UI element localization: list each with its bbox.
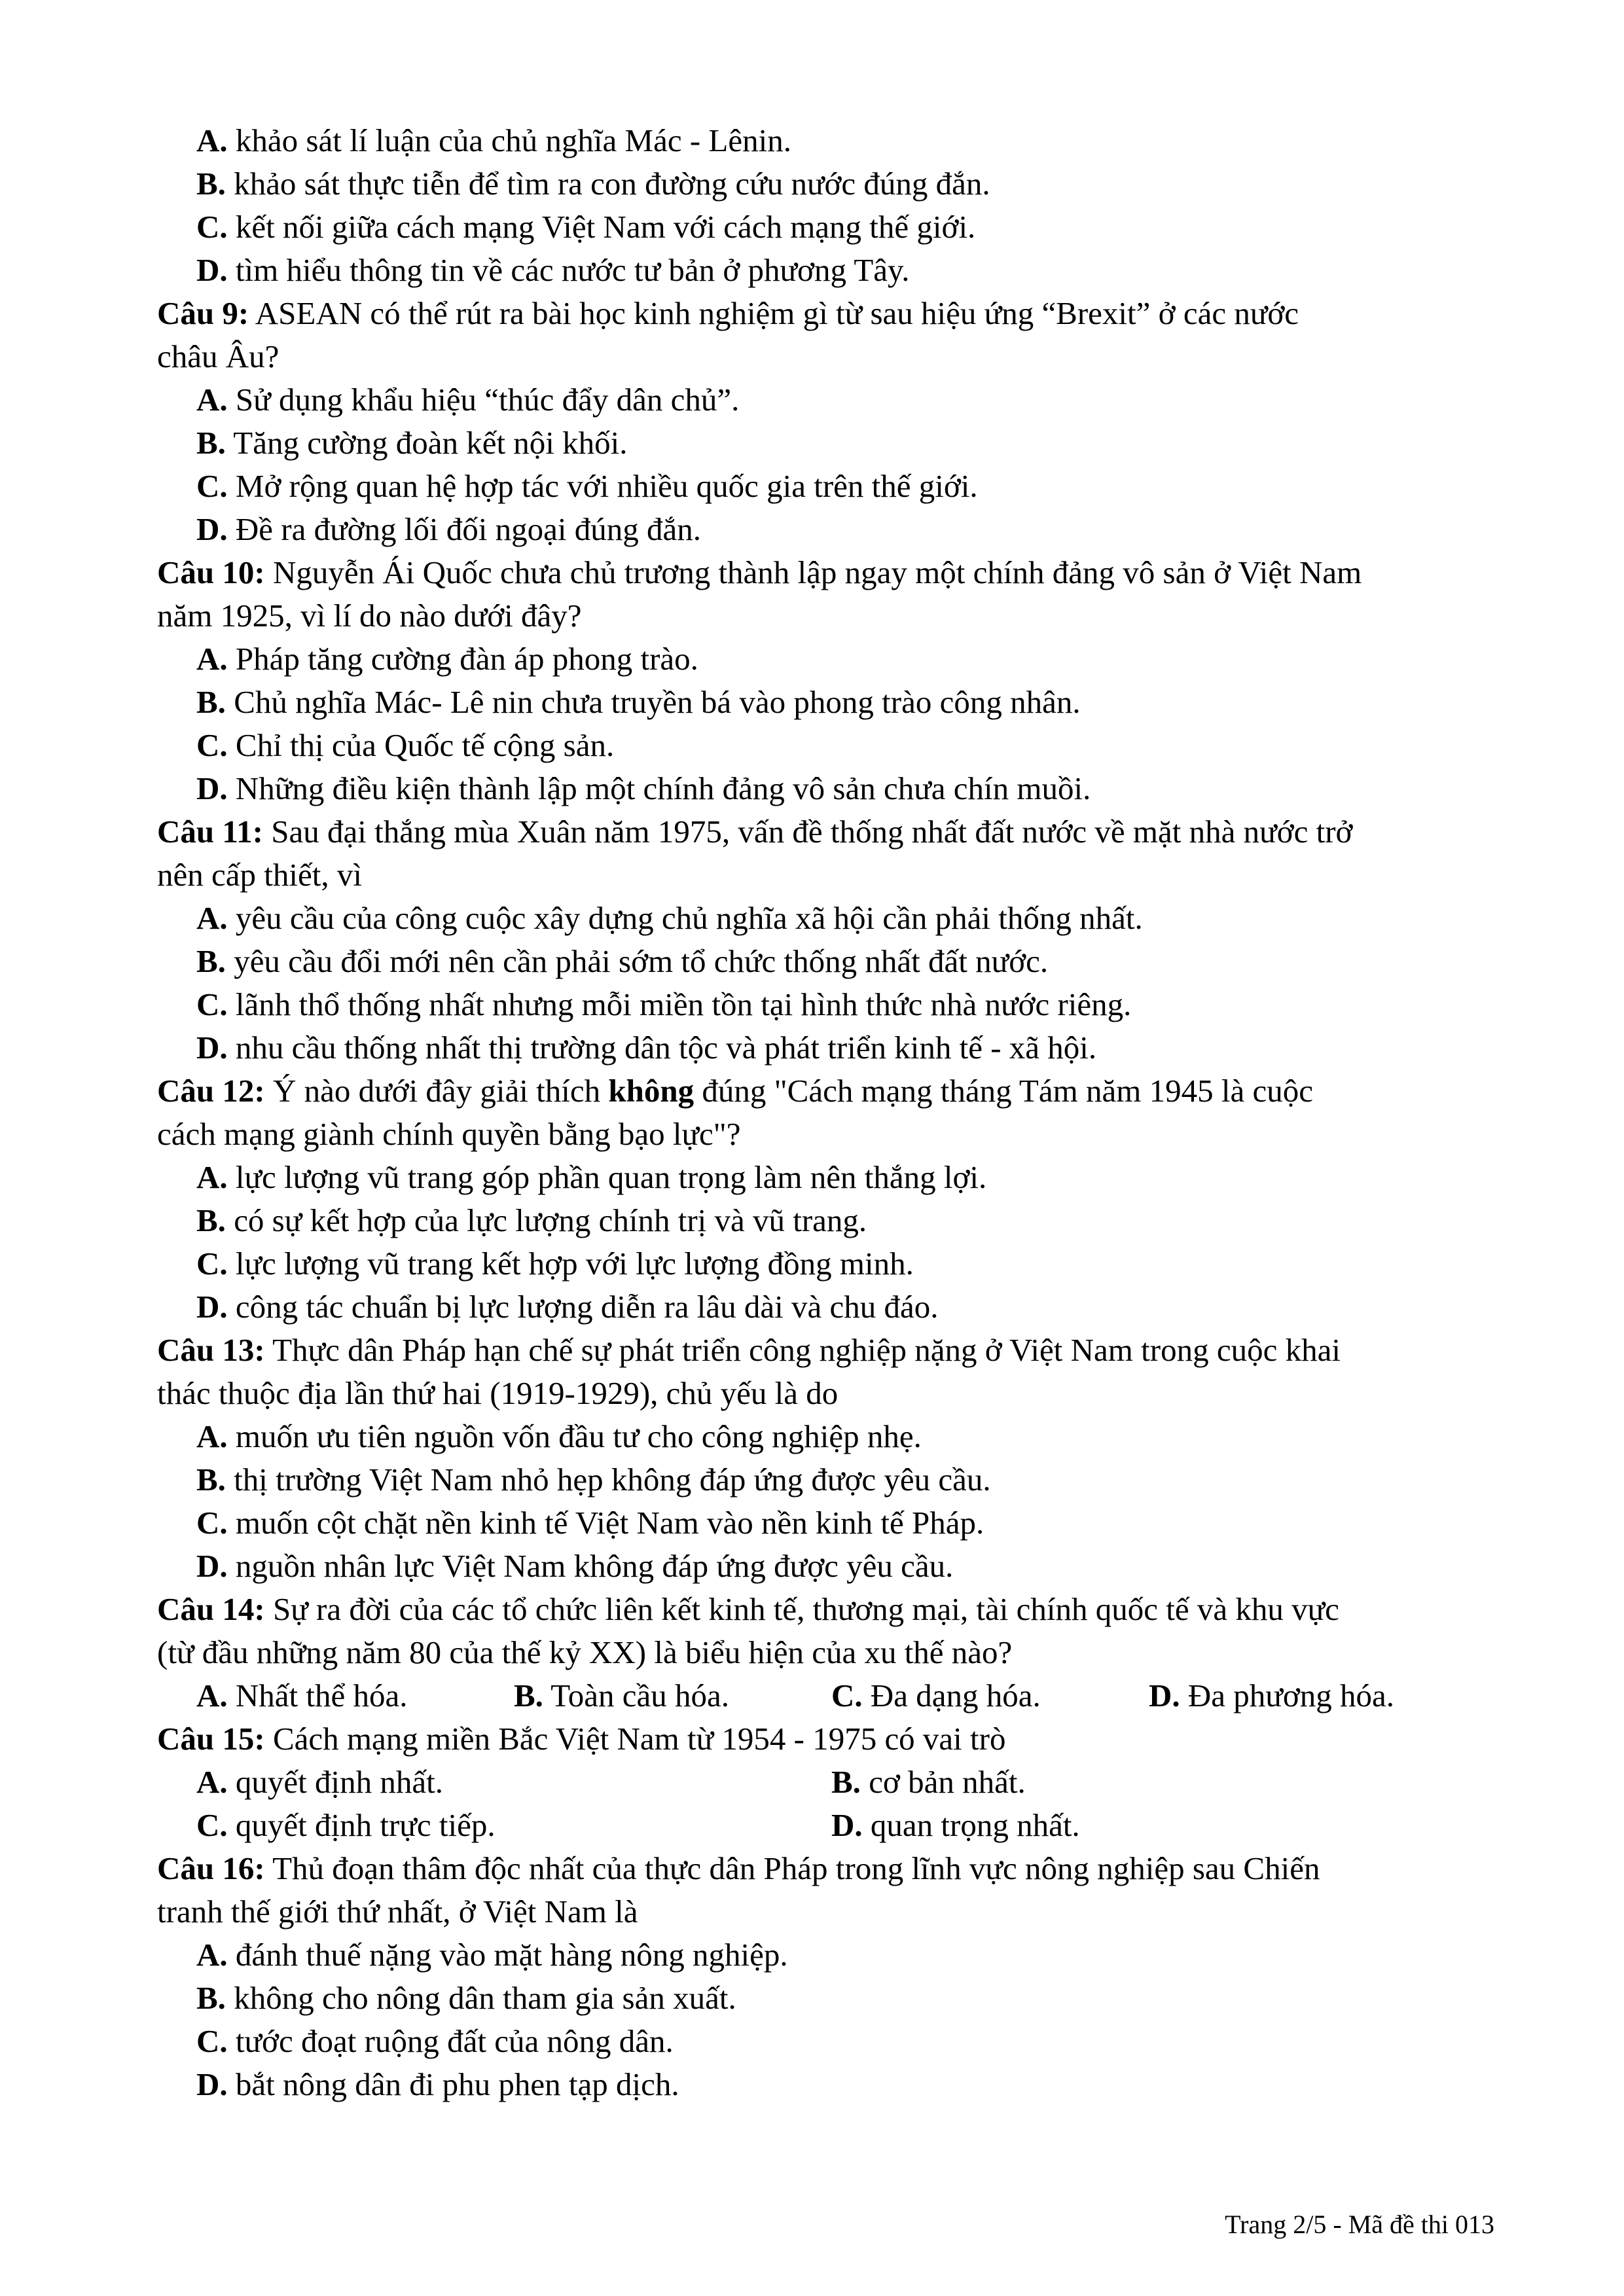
question-text: năm 1925, vì lí do nào dưới đây? [157, 598, 582, 634]
option-key: B. [196, 425, 226, 461]
option-text: công tác chuẩn bị lực lượng diễn ra lâu dài và chu đáo. [227, 1289, 939, 1325]
option-a [196, 378, 1492, 422]
option-text: quyết định trực tiếp. [227, 1807, 496, 1843]
option-b [196, 681, 1492, 724]
option-text: tước đoạt ruộng đất của nông dân. [227, 2023, 674, 2059]
option-key: A. [196, 122, 228, 158]
question-label: Câu 9: [157, 295, 249, 331]
option-text: tìm hiểu thông tin về các nước tư bản ở phương Tây. [227, 252, 910, 288]
question-text: thác thuộc địa lần thứ hai (1919-1929), chủ yếu là do [157, 1375, 839, 1411]
option-key: B. [196, 1202, 226, 1238]
option-b [196, 1458, 1492, 1501]
question-stem [157, 1847, 1492, 1890]
option-d [1149, 1674, 1394, 1717]
option-b [196, 1977, 1492, 2020]
option-text: khảo sát lí luận của chủ nghĩa Mác - Lênin. [227, 122, 791, 158]
question-9 [157, 292, 1492, 551]
option-key: D. [1149, 1677, 1180, 1713]
question-stem-cont [157, 335, 1492, 378]
question-text: (từ đầu những năm 80 của thế kỷ XX) là biểu hiện của xu thế nào? [157, 1634, 1013, 1670]
question-14 [157, 1588, 1492, 1717]
option-text: quan trọng nhất. [862, 1807, 1080, 1843]
option-text: kết nối giữa cách mạng Việt Nam với cách mạng thế giới. [227, 209, 976, 245]
question-stem [157, 1717, 1492, 1761]
option-text: Chỉ thị của Quốc tế cộng sản. [227, 727, 615, 763]
option-text: Toàn cầu hóa. [543, 1677, 730, 1713]
option-key: C. [196, 1505, 228, 1541]
option-b [196, 940, 1492, 983]
question-16 [157, 1847, 1492, 2106]
question-text: Sự ra đời của các tổ chức liên kết kinh tế, thương mại, tài chính quốc tế và khu vực [264, 1591, 1339, 1627]
question-text: Cách mạng miền Bắc Việt Nam từ 1954 - 1975 có vai trò [264, 1721, 1006, 1757]
option-d [196, 2063, 1492, 2106]
option-text: Tăng cường đoàn kết nội khối. [225, 425, 628, 461]
question-stem [157, 1069, 1492, 1113]
question-text: Thủ đoạn thâm độc nhất của thực dân Pháp trong lĩnh vực nông nghiệp sau Chiến [264, 1850, 1320, 1886]
question-label: Câu 16: [157, 1850, 265, 1886]
option-c [196, 1242, 1492, 1285]
option-text: đánh thuế nặng vào mặt hàng nông nghiệp. [227, 1937, 788, 1973]
option-text: Đa dạng hóa. [862, 1677, 1041, 1713]
option-text: không cho nông dân tham gia sản xuất. [225, 1980, 736, 2016]
question-stem-cont [157, 1372, 1492, 1415]
option-b [514, 1674, 729, 1717]
option-a [196, 637, 1492, 681]
option-text: có sự kết hợp của lực lượng chính trị và vũ trang. [225, 1202, 867, 1238]
question-stem-cont [157, 1890, 1492, 1933]
option-d [831, 1804, 1080, 1847]
option-text: lãnh thổ thống nhất nhưng mỗi miền tồn tại hình thức nhà nước riêng. [227, 986, 1132, 1022]
question-label: Câu 14: [157, 1591, 265, 1627]
question-label: Câu 11: [157, 814, 264, 850]
question-stem-cont [157, 594, 1492, 637]
page-footer: Trang 2/5 - Mã đề thi 013 [1225, 2210, 1494, 2239]
option-text: cơ bản nhất. [860, 1764, 1026, 1800]
option-key: D. [196, 1548, 228, 1584]
question-stem [157, 292, 1492, 335]
option-text: nhu cầu thống nhất thị trường dân tộc và phát triển kinh tế - xã hội. [227, 1030, 1097, 1066]
option-key: A. [196, 900, 228, 936]
option-key: C. [196, 986, 228, 1022]
question-stem-cont [157, 853, 1492, 897]
option-text: lực lượng vũ trang góp phần quan trọng làm nên thắng lợi. [227, 1159, 987, 1195]
question-13 [157, 1329, 1492, 1588]
question-stem [157, 1588, 1492, 1631]
option-c [831, 1674, 1041, 1717]
option-d [196, 249, 1492, 292]
question-text: ASEAN có thể rút ra bài học kinh nghiệm gì từ sau hiệu ứng “Brexit” ở các nước [249, 295, 1299, 331]
option-d [196, 767, 1492, 810]
question-stem-cont [157, 1631, 1492, 1674]
option-a [196, 1761, 443, 1804]
option-text: Sử dụng khẩu hiệu “thúc đẩy dân chủ”. [227, 382, 740, 418]
option-key: D. [196, 1289, 228, 1325]
options-row [196, 1761, 1492, 1804]
question-8-options [196, 119, 1492, 292]
option-b [196, 1199, 1492, 1242]
option-c [196, 1501, 1492, 1545]
option-d [196, 1545, 1492, 1588]
option-text: Đa phương hóa. [1180, 1677, 1394, 1713]
question-label: Câu 13: [157, 1332, 265, 1368]
option-key: B. [514, 1677, 543, 1713]
question-text: Sau đại thắng mùa Xuân năm 1975, vấn đề thống nhất đất nước về mặt nhà nước trở [263, 814, 1353, 850]
question-text: châu Âu? [157, 338, 280, 374]
option-text: yêu cầu đổi mới nên cần phải sớm tổ chức thống nhất đất nước. [225, 943, 1049, 979]
question-11 [157, 810, 1492, 1069]
option-a [196, 1415, 1492, 1458]
option-text: nguồn nhân lực Việt Nam không đáp ứng được yêu cầu. [227, 1548, 954, 1584]
question-emphasis: không [608, 1073, 695, 1109]
option-c [196, 983, 1492, 1026]
option-key: D. [196, 2066, 228, 2102]
question-text: Nguyễn Ái Quốc chưa chủ trương thành lập ngay một chính đảng vô sản ở Việt Nam [264, 554, 1362, 590]
option-a [196, 1156, 1492, 1199]
option-key: B. [831, 1764, 861, 1800]
option-text: muốn cột chặt nền kinh tế Việt Nam vào nền kinh tế Pháp. [227, 1505, 984, 1541]
question-15 [157, 1717, 1492, 1847]
option-c [196, 206, 1492, 249]
option-a [196, 1674, 408, 1717]
question-stem [157, 551, 1492, 594]
option-key: D. [196, 511, 228, 547]
option-key: A. [196, 1418, 228, 1454]
question-12 [157, 1069, 1492, 1329]
option-key: C. [196, 209, 228, 245]
option-b [831, 1761, 1026, 1804]
option-text: Nhất thể hóa. [227, 1677, 408, 1713]
option-key: A. [196, 1764, 228, 1800]
option-text: muốn ưu tiên nguồn vốn đầu tư cho công nghiệp nhẹ. [227, 1418, 922, 1454]
question-text: đúng "Cách mạng tháng Tám năm 1945 là cuộc [694, 1073, 1313, 1109]
option-key: C. [196, 1807, 228, 1843]
option-text: khảo sát thực tiễn để tìm ra con đường cứu nước đúng đắn. [225, 166, 990, 202]
option-key: C. [196, 1246, 228, 1282]
option-a [196, 897, 1492, 940]
option-key: A. [196, 1677, 228, 1713]
options-row [196, 1804, 1492, 1847]
option-b [196, 422, 1492, 465]
option-key: B. [196, 1462, 226, 1498]
option-text: lực lượng vũ trang kết hợp với lực lượng đồng minh. [227, 1246, 914, 1282]
question-label: Câu 15: [157, 1721, 265, 1757]
option-text: Mở rộng quan hệ hợp tác với nhiều quốc gia trên thế giới. [227, 468, 978, 504]
option-d [196, 508, 1492, 551]
question-stem [157, 810, 1492, 853]
option-text: quyết định nhất. [227, 1764, 443, 1800]
option-key: A. [196, 641, 228, 677]
option-key: D. [831, 1807, 863, 1843]
question-stem [157, 1329, 1492, 1372]
option-key: A. [196, 1159, 228, 1195]
option-key: C. [831, 1677, 863, 1713]
option-d [196, 1026, 1492, 1069]
option-c [196, 724, 1492, 767]
exam-content [157, 119, 1492, 2106]
option-key: A. [196, 382, 228, 418]
option-key: B. [196, 684, 226, 720]
option-text: yêu cầu của công cuộc xây dựng chủ nghĩa xã hội cần phải thống nhất. [227, 900, 1143, 936]
option-a [196, 1933, 1492, 1977]
option-c [196, 1804, 496, 1847]
question-text: nên cấp thiết, vì [157, 857, 362, 893]
options-row [196, 1674, 1492, 1717]
question-stem-cont [157, 1113, 1492, 1156]
question-10 [157, 551, 1492, 810]
option-key: B. [196, 943, 226, 979]
option-key: C. [196, 727, 228, 763]
question-text: Thực dân Pháp hạn chế sự phát triển công nghiệp nặng ở Việt Nam trong cuộc khai [264, 1332, 1341, 1368]
option-key: C. [196, 468, 228, 504]
option-key: A. [196, 1937, 228, 1973]
question-text: cách mạng giành chính quyền bằng bạo lực"? [157, 1116, 741, 1152]
option-key: D. [196, 1030, 228, 1066]
option-text: Chủ nghĩa Mác- Lê nin chưa truyền bá vào phong trào công nhân. [225, 684, 1081, 720]
option-b [196, 162, 1492, 206]
option-key: B. [196, 1980, 226, 2016]
option-key: B. [196, 166, 226, 202]
option-text: Pháp tăng cường đàn áp phong trào. [227, 641, 698, 677]
option-text: Những điều kiện thành lập một chính đảng vô sản chưa chín muồi. [227, 770, 1091, 806]
option-text: Đề ra đường lối đối ngoại đúng đắn. [227, 511, 702, 547]
option-text: bắt nông dân đi phu phen tạp dịch. [227, 2066, 679, 2102]
option-c [196, 465, 1492, 508]
question-label: Câu 10: [157, 554, 265, 590]
option-text: thị trường Việt Nam nhỏ hẹp không đáp ứng được yêu cầu. [225, 1462, 991, 1498]
question-text: tranh thế giới thứ nhất, ở Việt Nam là [157, 1893, 638, 1929]
option-key: D. [196, 770, 228, 806]
option-key: C. [196, 2023, 228, 2059]
option-d [196, 1285, 1492, 1329]
option-c [196, 2020, 1492, 2063]
question-text: Ý nào dưới đây giải thích [264, 1073, 609, 1109]
question-label: Câu 12: [157, 1073, 265, 1109]
option-key: D. [196, 252, 228, 288]
option-a [196, 119, 1492, 162]
